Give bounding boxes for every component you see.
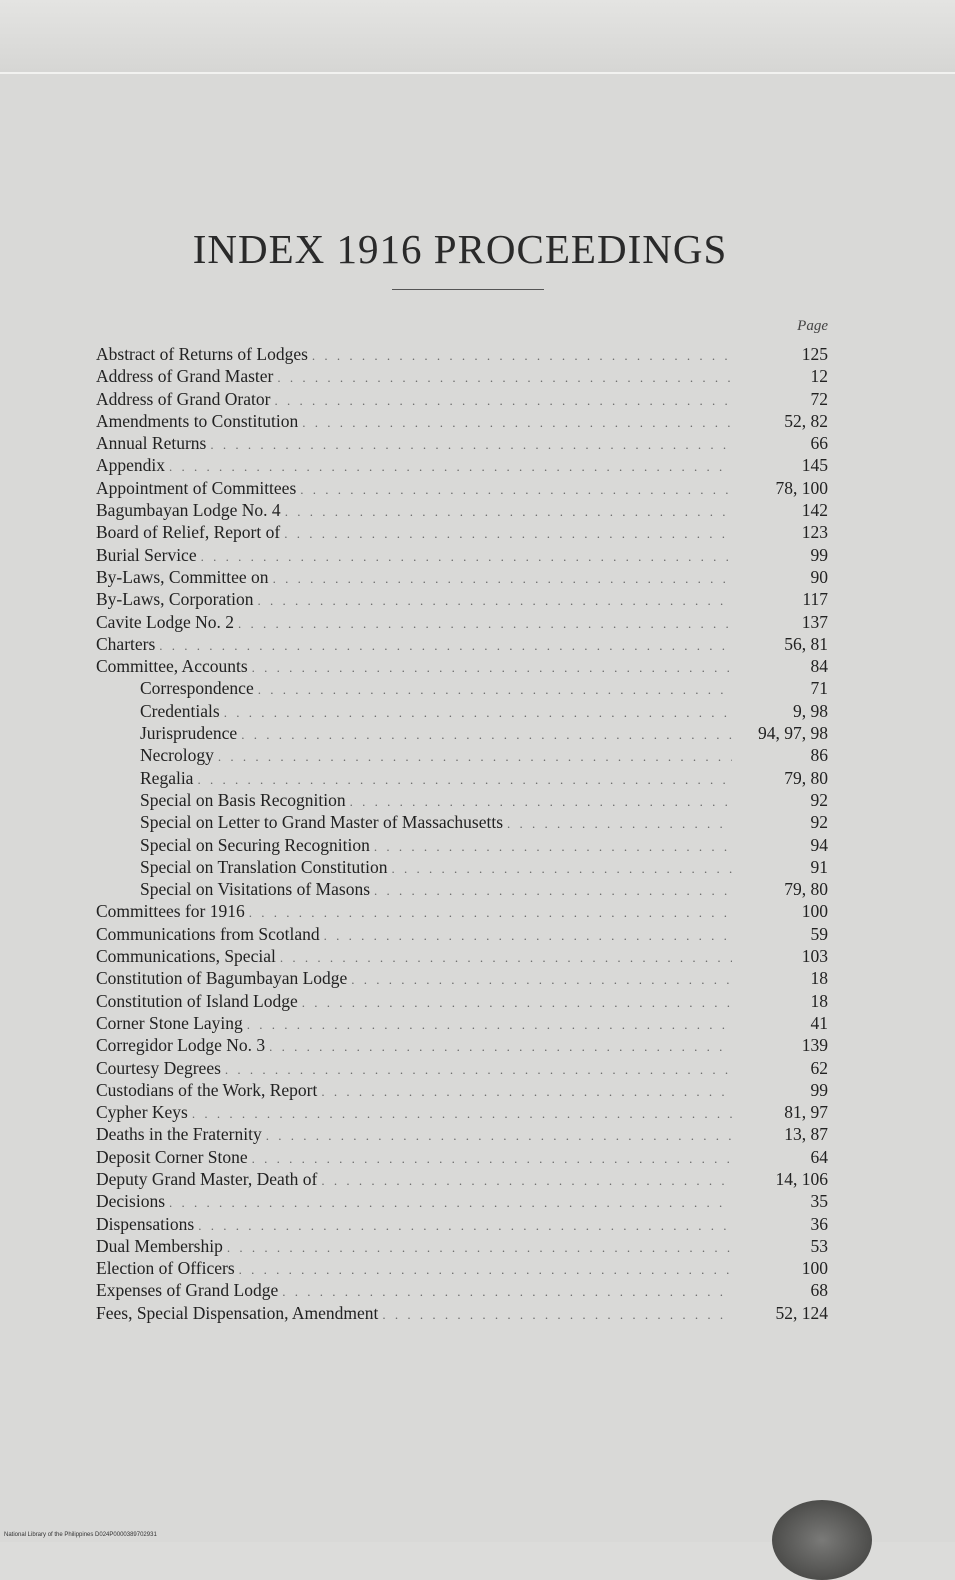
entry-label: Dual Membership xyxy=(96,1235,223,1256)
entry-page: 79, 80 xyxy=(784,879,828,900)
dot-leader xyxy=(254,679,732,701)
index-entry xyxy=(96,1079,828,1101)
entry-page: 92 xyxy=(810,789,828,810)
index-entry xyxy=(96,1168,828,1190)
entry-page: 59 xyxy=(810,923,828,944)
entry-page: 52, 124 xyxy=(775,1302,828,1323)
entry-page: 100 xyxy=(801,1258,828,1279)
entry-label: Special on Securing Recognition xyxy=(140,834,370,855)
entry-label: Annual Returns xyxy=(96,433,207,454)
entry-label: Burial Service xyxy=(96,544,197,565)
index-entry xyxy=(96,633,828,655)
index-entry xyxy=(96,1302,828,1324)
entry-page: 71 xyxy=(810,678,828,699)
entry-page: 41 xyxy=(810,1012,828,1033)
index-entry xyxy=(96,990,828,1012)
index-subentry xyxy=(96,722,828,744)
entry-page: 56, 81 xyxy=(784,633,828,654)
title-rule xyxy=(392,289,544,290)
entry-label: Deposit Corner Stone xyxy=(96,1146,248,1167)
entry-page: 145 xyxy=(801,455,828,476)
dot-leader xyxy=(243,1014,732,1036)
dot-leader xyxy=(188,1103,732,1125)
dot-leader xyxy=(278,1281,732,1303)
entry-page: 36 xyxy=(810,1213,828,1234)
entry-label: Courtesy Degrees xyxy=(96,1057,221,1078)
entry-label: Deaths in the Fraternity xyxy=(96,1124,262,1145)
index-entry xyxy=(96,1034,828,1056)
index-subentry xyxy=(96,811,828,833)
dot-leader xyxy=(276,947,732,969)
index-entry xyxy=(96,1235,828,1257)
entry-label: Decisions xyxy=(96,1191,166,1212)
entry-label: By-Laws, Corporation xyxy=(96,589,254,610)
entry-label: Corner Stone Laying xyxy=(96,1012,243,1033)
dot-leader xyxy=(155,635,732,657)
entry-label: Cavite Lodge No. 2 xyxy=(96,611,235,632)
scan-top-band xyxy=(0,0,955,74)
dot-leader xyxy=(220,702,732,724)
entry-page: 99 xyxy=(810,1079,828,1100)
entry-label: Credentials xyxy=(140,700,220,721)
dot-leader xyxy=(262,1125,732,1147)
entry-page: 84 xyxy=(810,656,828,677)
dot-leader xyxy=(347,969,732,991)
index-entry xyxy=(96,1257,828,1279)
dot-leader xyxy=(214,746,732,768)
entry-page: 12 xyxy=(810,366,828,387)
entry-label: Fees, Special Dispensation, Amendment xyxy=(96,1302,379,1323)
entry-label: Cypher Keys xyxy=(96,1102,188,1123)
index-entry xyxy=(96,945,828,967)
index-subentry xyxy=(96,744,828,766)
index-subentry xyxy=(96,878,828,900)
index-entry xyxy=(96,967,828,989)
index-entry xyxy=(96,1146,828,1168)
dot-leader xyxy=(317,1081,732,1103)
entry-page: 52, 82 xyxy=(784,410,828,431)
entry-page: 18 xyxy=(810,968,828,989)
dot-leader xyxy=(221,1059,732,1081)
index-entry xyxy=(96,1190,828,1212)
entry-page: 117 xyxy=(802,589,828,610)
entry-label: Deputy Grand Master, Death of xyxy=(96,1168,318,1189)
entry-label: Constitution of Bagumbayan Lodge xyxy=(96,968,348,989)
entry-page: 86 xyxy=(810,745,828,766)
dot-leader xyxy=(165,1192,732,1214)
entry-page: 103 xyxy=(801,946,828,967)
dot-leader xyxy=(296,479,732,501)
entry-page: 53 xyxy=(810,1235,828,1256)
entry-page: 137 xyxy=(801,611,828,632)
entry-label: Bagumbayan Lodge No. 4 xyxy=(96,500,281,521)
index-entry xyxy=(96,365,828,387)
entry-label: Communications from Scotland xyxy=(96,923,320,944)
index-entry xyxy=(96,1279,828,1301)
entry-page: 18 xyxy=(810,990,828,1011)
dot-leader xyxy=(317,1170,732,1192)
entry-page: 81, 97 xyxy=(784,1102,828,1123)
index-subentry xyxy=(96,834,828,856)
dot-leader xyxy=(298,412,732,434)
entry-label: Custodians of the Work, Report xyxy=(96,1079,318,1100)
index-subentry xyxy=(96,789,828,811)
entry-page: 35 xyxy=(810,1191,828,1212)
entry-page: 100 xyxy=(801,901,828,922)
index-entry xyxy=(96,454,828,476)
dot-leader xyxy=(265,1036,732,1058)
entry-page: 94 xyxy=(810,834,828,855)
entry-label: By-Laws, Committee on xyxy=(96,566,269,587)
entry-page: 91 xyxy=(810,856,828,877)
dot-leader xyxy=(245,902,732,924)
entry-label: Board of Relief, Report of xyxy=(96,522,281,543)
entry-label: Election of Officers xyxy=(96,1258,235,1279)
dot-leader xyxy=(206,434,732,456)
entry-page: 9, 98 xyxy=(793,700,828,721)
entry-page: 68 xyxy=(810,1280,828,1301)
entry-label: Special on Translation Constitution xyxy=(140,856,388,877)
dot-leader xyxy=(280,523,732,545)
dot-leader xyxy=(378,1304,732,1326)
index-entry xyxy=(96,410,828,432)
dot-leader xyxy=(248,1148,732,1170)
entry-label: Special on Letter to Grand Master of Massachusetts xyxy=(140,812,504,833)
entry-page: 92 xyxy=(810,812,828,833)
entry-page: 142 xyxy=(801,500,828,521)
entry-label: Correspondence xyxy=(140,678,254,699)
index-entry xyxy=(96,343,828,365)
entry-page: 90 xyxy=(810,566,828,587)
entry-page: 14, 106 xyxy=(775,1168,828,1189)
dot-leader xyxy=(193,769,732,791)
dot-leader xyxy=(248,657,732,679)
dot-leader xyxy=(270,390,732,412)
dot-leader xyxy=(387,858,732,880)
entry-label: Expenses of Grand Lodge xyxy=(96,1280,279,1301)
entry-label: Appendix xyxy=(96,455,166,476)
entry-page: 66 xyxy=(810,433,828,454)
index-entry xyxy=(96,900,828,922)
dot-leader xyxy=(197,546,732,568)
dot-leader xyxy=(346,791,732,813)
index-subentry xyxy=(96,677,828,699)
entry-page: 123 xyxy=(801,522,828,543)
entry-page: 72 xyxy=(810,388,828,409)
entry-page: 94, 97, 98 xyxy=(758,723,828,744)
entry-label: Abstract of Returns of Lodges xyxy=(96,344,308,364)
index-entry xyxy=(96,544,828,566)
page-title: INDEX 1916 PROCEEDINGS xyxy=(192,226,728,272)
index-entry xyxy=(96,1101,828,1123)
entry-label: Dispensations xyxy=(96,1213,195,1234)
entry-label: Committees for 1916 xyxy=(96,901,245,922)
entry-page: 99 xyxy=(810,544,828,565)
index-list xyxy=(96,343,828,1324)
dot-leader xyxy=(234,613,732,635)
page-column-header: Page xyxy=(797,318,828,334)
dot-leader xyxy=(165,456,732,478)
index-entry xyxy=(96,432,828,454)
entry-label: Regalia xyxy=(140,767,194,788)
entry-label: Communications, Special xyxy=(96,946,276,967)
index-subentry xyxy=(96,856,828,878)
entry-label: Necrology xyxy=(140,745,214,766)
entry-label: Address of Grand Orator xyxy=(96,388,271,409)
dot-leader xyxy=(235,1259,732,1281)
dot-leader xyxy=(269,568,732,590)
dot-leader xyxy=(273,367,732,389)
entry-page: 78, 100 xyxy=(775,477,828,498)
entry-label: Corregidor Lodge No. 3 xyxy=(96,1035,266,1056)
index-entry xyxy=(96,611,828,633)
dot-leader xyxy=(370,836,732,858)
index-entry xyxy=(96,521,828,543)
entry-page: 79, 80 xyxy=(784,767,828,788)
entry-page: 13, 87 xyxy=(784,1124,828,1145)
entry-label: Special on Basis Recognition xyxy=(140,789,346,810)
dot-leader xyxy=(237,724,732,746)
index-entry xyxy=(96,588,828,610)
index-entry xyxy=(96,566,828,588)
entry-label: Special on Visitations of Masons xyxy=(140,879,371,900)
dot-leader xyxy=(223,1237,732,1259)
index-entry xyxy=(96,1012,828,1034)
dot-leader xyxy=(194,1215,732,1237)
dot-leader xyxy=(370,880,732,902)
dot-leader xyxy=(503,813,732,835)
entry-label: Amendments to Constitution xyxy=(96,410,299,431)
entry-page: 62 xyxy=(810,1057,828,1078)
index-entry xyxy=(96,1213,828,1235)
index-entry xyxy=(96,499,828,521)
index-entry xyxy=(96,1123,828,1145)
entry-page: 64 xyxy=(810,1146,828,1167)
entry-label: Charters xyxy=(96,633,156,654)
scan-credit: National Library of the Philippines D024P0000389702931 xyxy=(4,1532,157,1538)
scanner-thumb-shadow xyxy=(772,1500,872,1580)
index-subentry xyxy=(96,700,828,722)
dot-leader xyxy=(253,590,732,612)
dot-leader xyxy=(320,925,732,947)
index-entry xyxy=(96,923,828,945)
entry-page: 125 xyxy=(801,344,828,364)
index-entry xyxy=(96,388,828,410)
dot-leader xyxy=(298,992,732,1014)
index-entry xyxy=(96,655,828,677)
entry-label: Address of Grand Master xyxy=(96,366,274,387)
index-subentry xyxy=(96,767,828,789)
entry-label: Constitution of Island Lodge xyxy=(96,990,298,1011)
dot-leader xyxy=(281,501,732,523)
entry-label: Jurisprudence xyxy=(140,723,238,744)
dot-leader xyxy=(308,345,732,367)
entry-label: Committee, Accounts xyxy=(96,656,248,677)
entry-label: Appointment of Committees xyxy=(96,477,297,498)
index-entry xyxy=(96,1057,828,1079)
entry-page: 139 xyxy=(801,1035,828,1056)
index-entry xyxy=(96,477,828,499)
